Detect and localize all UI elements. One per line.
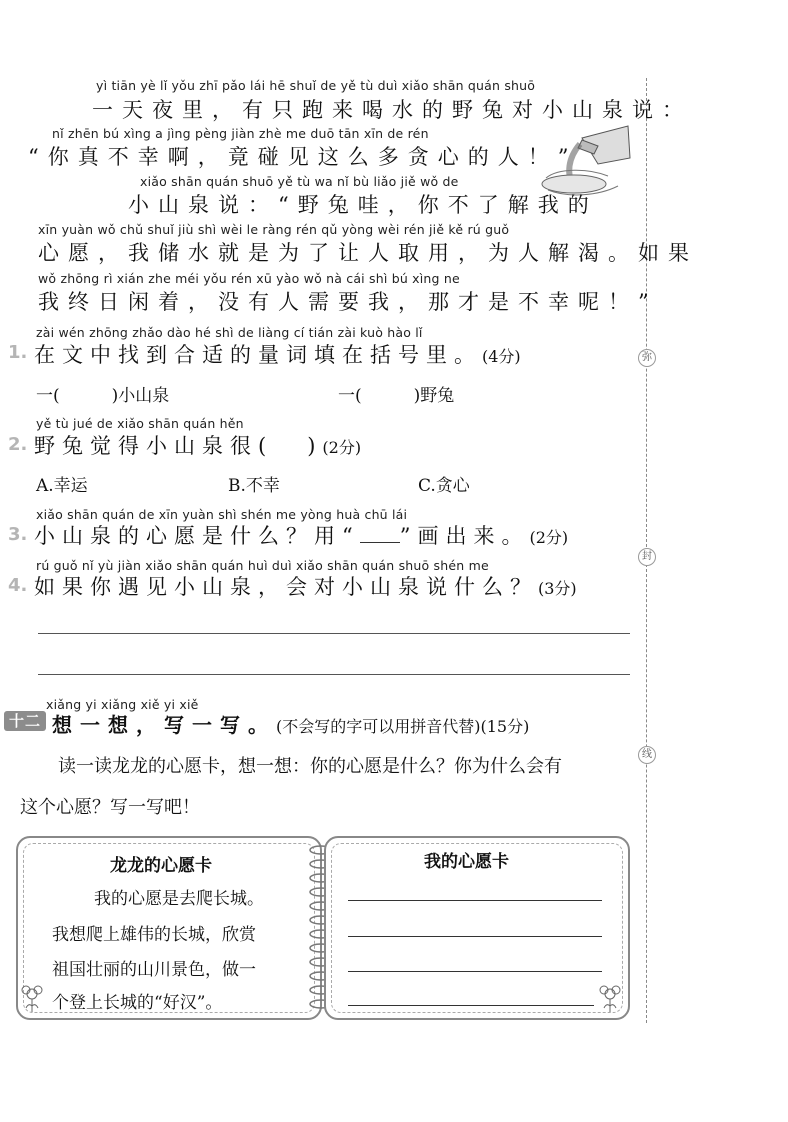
q4-question: 如果你遇见小山泉，会对小山泉说什么？ [34,575,538,599]
margin-char-mi: 弥 [638,349,656,367]
q4-pinyin: rú guǒ nǐ yù jiàn xiǎo shān quán huì duì xiǎo shān quán shuō shén me [36,558,489,573]
story-line4: 心愿，我储水就是为了让人取用，为人解渴。如果 [38,241,698,265]
my-card-line-4[interactable] [348,1005,594,1006]
section12-points: (15分) [480,717,530,736]
section12-prompt-1: 读一读龙龙的心愿卡，想一想：你的心愿是什么？你为什么会有 [58,756,562,777]
story-line5: 我终日闲着，没有人需要我，那才是不幸呢！” [38,290,658,314]
story-line2: “你真不幸啊，竟碰见这么多贪心的人！” [28,145,578,169]
q2-option-a[interactable]: A.幸运 [36,476,88,496]
q2-option-c[interactable]: C.贪心 [418,476,470,496]
q1-text [34,339,521,369]
flower-decoration-right-icon [594,980,626,1014]
story-line3: 小山泉说：“野兔哇，你不了解我的 [128,193,598,217]
longlong-card-title: 龙龙的心愿卡 [110,856,212,876]
q1-points: (4分) [482,347,521,366]
q3-underline-sample [360,542,400,543]
q3-points: (2分) [529,528,569,547]
q2-points: (2分) [322,438,362,457]
spring-water-illustration [538,118,634,196]
story-line4-pinyin: xīn yuàn wǒ chǔ shuǐ jiù shì wèi le ràng rén qǔ yòng wèi rén jiě kě rú guǒ [38,222,510,237]
q1-blank-1-open: 一( [36,386,60,406]
q3-text [34,520,568,550]
q1-blank-2-open: 一( [338,386,362,406]
flower-decoration-icon [16,980,48,1014]
q4-answer-line-2[interactable] [38,674,630,675]
my-card-line-2[interactable] [348,936,602,937]
q1-question: 在文中找到合适的量词填在括号里。 [34,343,482,367]
story-line5-pinyin: wǒ zhōng rì xián zhe méi yǒu rén xū yào wǒ nà cái shì bú xìng ne [38,271,460,286]
my-card-title: 我的心愿卡 [424,852,509,872]
q1-pinyin: zài wén zhōng zhǎo dào hé shì de liàng cí tián zài kuò hào lǐ [36,325,423,340]
q3-question-a: 小山泉的心愿是什么？用“ [34,524,360,548]
q3-question-b: ”画出来。 [399,524,530,548]
section12-heading [52,709,529,738]
q3-number: 3. [8,524,28,545]
q3-pinyin: xiǎo shān quán de xīn yuàn shì shén me yòng huà chū lái [36,507,408,522]
q4-text [34,571,577,601]
q2-close-paren: ) [307,434,323,458]
q2-pinyin: yě tù jué de xiǎo shān quán hěn [36,416,244,431]
q1-blank-1[interactable] [36,381,169,406]
story-line1: 一天夜里，有只跑来喝水的野兔对小山泉说： [92,98,692,122]
story-line2-pinyin: nǐ zhēn bú xìng a jìng pèng jiàn zhè me duō tān xīn de rén [52,126,429,141]
q2-option-b[interactable]: B.不幸 [228,476,280,496]
section12-badge: 十二 [4,711,46,731]
q4-points: (3分) [538,579,577,598]
story-line3-pinyin: xiǎo shān quán shuō yě tù wa nǐ bù liǎo jiě wǒ de [140,174,459,189]
q2-question: 野兔觉得小山泉很( [34,434,274,458]
q1-blank-2[interactable] [338,381,454,406]
story-line1-pinyin: yì tiān yè lǐ yǒu zhī pǎo lái hē shuǐ de yě tù duì xiǎo shān quán shuō [96,78,536,93]
q1-number: 1. [8,342,28,363]
my-card-line-3[interactable] [348,971,602,972]
q2-text [34,430,361,460]
section12-prompt-2: 这个心愿？写一写吧！ [20,797,200,818]
margin-char-xian: 线 [638,746,656,764]
q4-number: 4. [8,575,28,596]
longlong-card-line-2: 我想爬上雄伟的长城，欣赏 [52,925,256,945]
q2-number: 2. [8,434,28,455]
q1-blank-1-close: )小山泉 [111,386,170,406]
longlong-card-line-3: 祖国壮丽的山川景色，做一 [52,960,256,980]
longlong-card-line-1: 我的心愿是去爬长城。 [94,889,264,909]
my-card-line-1[interactable] [348,900,602,901]
q1-blank-2-close: )野兔 [413,386,455,406]
section12-title: 想一想，写一写。 [52,713,276,737]
q4-answer-line-1[interactable] [38,633,630,634]
section12-pinyin: xiǎng yi xiǎng xiě yi xiě [46,697,199,712]
section12-note: (不会写的字可以用拼音代替) [276,717,481,736]
margin-char-feng: 封 [638,548,656,566]
longlong-card-line-4: 个登上长城的“好汉”。 [52,993,223,1013]
